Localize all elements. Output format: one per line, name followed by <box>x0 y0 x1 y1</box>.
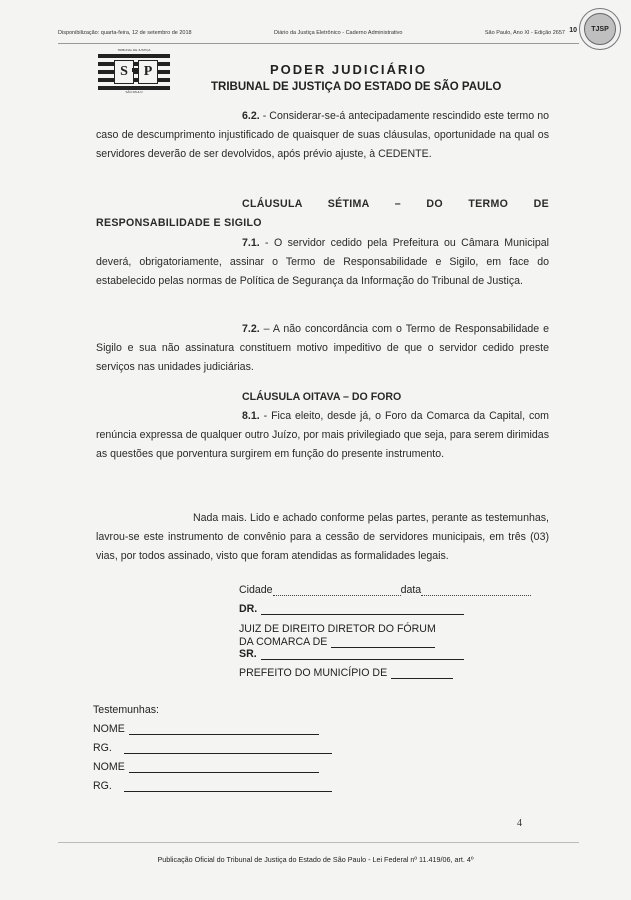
paragraph-number: 8.1. <box>242 410 260 422</box>
tjsp-seal-icon <box>579 8 621 50</box>
witness-1-name-line <box>93 723 319 735</box>
witness-blank <box>129 762 319 773</box>
judge-title-1: JUIZ DE DIREITO DIRETOR DO FÓRUM <box>239 623 436 635</box>
paragraph-text: - O servidor cedido pela Prefeitura ou Câmara Municipal deverá, obrigatoriamente, assinar o Termo de Responsabilidade e Sigilo, em face do estabelecido pelas normas de Política de Segurança da Informação do Tribunal de Justiça. <box>96 237 549 287</box>
city-label: Cidade <box>239 584 273 596</box>
seal-text: TJSP <box>584 13 616 45</box>
closing-paragraph: Nada mais. Lido e achado conforme pelas partes, perante as testemunhas, lavrou-se este instrumento de convênio para a cessão de servidores municipais, em três (03) vias, por todos assinado, visto que foram atendidas as formalidades legais. <box>96 512 549 562</box>
paragraph-text: - Considerar-se-á antecipadamente rescindido este termo no caso de descumprimento injustificado de quaisquer de suas cláusulas, oportunidade na qual os servidores deverão de ser devolvidos, após prévio ajuste, à CEDENTE. <box>96 110 549 160</box>
paragraph-text: – A não concordância com o Termo de Responsabilidade e Sigilo e sua não assinatura constituem motivo impeditivo de que o servidor cedido preste serviços nas unidades judiciárias. <box>96 323 549 373</box>
logo-letter-s: S <box>114 60 134 84</box>
clause-seven-title: CLÁUSULA SÉTIMA – DO TERMO DE RESPONSABILIDADE E SIGILO <box>96 198 549 229</box>
header-date: Disponibilização: quarta-feira, 12 de setembro de 2018 <box>58 30 192 36</box>
date-label: data <box>400 584 422 596</box>
mayor-title-line <box>239 667 453 679</box>
journal-header <box>58 26 579 44</box>
sr-label: SR. <box>239 648 257 660</box>
document-page-number: 4 <box>517 818 522 829</box>
comarca-blank <box>331 637 435 648</box>
judge-title-line2 <box>239 636 435 648</box>
paragraph-7-2 <box>96 320 549 377</box>
witness-name-label: NOME <box>93 761 125 773</box>
judge-title-line1 <box>239 623 436 635</box>
tjsp-logo <box>98 48 170 98</box>
witness-rg-label: RG. <box>93 742 112 754</box>
header-journal: Diário da Justiça Eletrônico - Caderno Administrativo <box>274 30 403 36</box>
logo-top-caption: TRIBUNAL DE JUSTIÇA <box>117 48 151 52</box>
judge-title-2: DA COMARCA DE <box>239 636 328 648</box>
paragraph-number: 6.2. <box>242 110 260 122</box>
header-page-number: 10 <box>569 27 577 34</box>
witnesses-title: Testemunhas: <box>93 704 159 716</box>
paragraph-number: 7.1. <box>242 237 260 249</box>
header-edition: São Paulo, Ano XI - Edição 2657 <box>484 30 565 36</box>
dr-label: DR. <box>239 603 258 615</box>
page-title: PODER JUDICIÁRIO <box>270 62 427 77</box>
witness-blank <box>124 743 332 754</box>
witness-1-rg-line <box>93 742 332 754</box>
witness-2-rg-line <box>93 780 332 792</box>
witness-blank <box>129 724 319 735</box>
paragraph-6-2 <box>96 107 549 164</box>
paragraph-number: 7.2. <box>242 323 260 335</box>
date-blank <box>421 585 531 596</box>
paragraph-8-1 <box>96 407 549 464</box>
footer-divider <box>58 842 579 843</box>
logo-letter-p: P <box>138 60 158 84</box>
witness-rg-label: RG. <box>93 780 112 792</box>
municipio-blank <box>391 668 453 679</box>
paragraph-text: - Fica eleito, desde já, o Foro da Comarca da Capital, com renúncia expressa de qualquer outro Juízo, por mais privilegiado que seja, para serem dirimidas as questões que porventura surgirem em função do presente instrumento. <box>96 410 549 460</box>
mayor-signature-line <box>239 648 464 660</box>
page-subtitle: TRIBUNAL DE JUSTIÇA DO ESTADO DE SÃO PAULO <box>211 81 502 93</box>
paragraph-7-1 <box>96 234 549 291</box>
logo-bottom-caption: SÃO PAULO <box>125 90 143 94</box>
witness-2-name-line <box>93 761 319 773</box>
witness-name-label: NOME <box>93 723 125 735</box>
judge-signature-blank <box>261 604 464 615</box>
judge-signature-line <box>239 603 464 615</box>
logo-flag <box>98 54 170 90</box>
mayor-signature-blank <box>261 649 464 660</box>
mayor-title: PREFEITO DO MUNICÍPIO DE <box>239 667 388 679</box>
city-date-line <box>239 584 531 596</box>
witness-blank <box>124 781 332 792</box>
clause-eight-title: CLÁUSULA OITAVA – DO FORO <box>242 391 402 403</box>
city-blank <box>273 585 401 596</box>
publication-footer: Publicação Oficial do Tribunal de Justiça do Estado de São Paulo - Lei Federal nº 11.419/06, art. 4º <box>157 855 474 864</box>
